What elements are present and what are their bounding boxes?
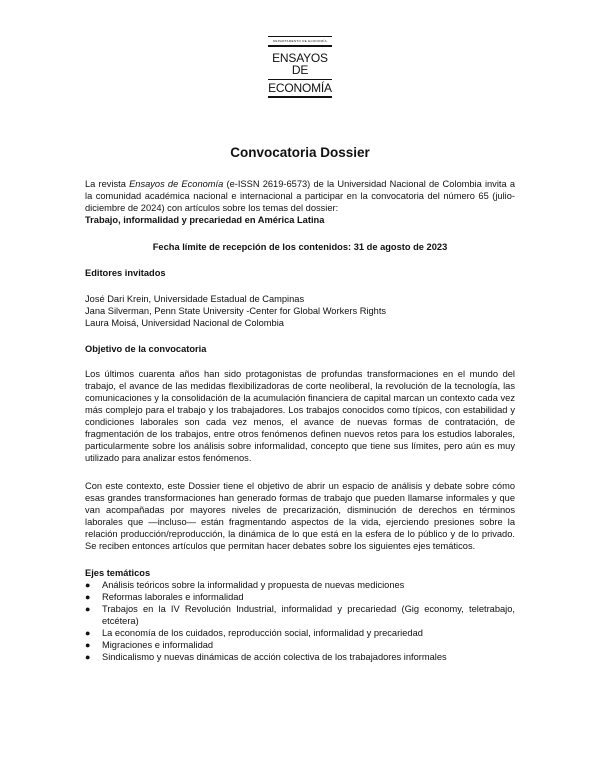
- ejes-heading: Ejes temáticos: [85, 568, 151, 578]
- deadline: Fecha límite de recepción de los contenidos: 31 de agosto de 2023: [152, 242, 448, 252]
- intro-prefix: La revista: [85, 179, 130, 189]
- bullet-icon: ●: [85, 592, 91, 602]
- logo-bar: [268, 45, 332, 47]
- editors-list: [85, 293, 515, 329]
- list-item-text: La economía de los cuidados, reproducción social, informalidad y precariedad: [102, 628, 423, 638]
- list-item: [85, 639, 515, 651]
- intro-paragraph: [85, 178, 515, 226]
- list-item-text: Sindicalismo y nuevas dinámicas de acción colectiva de los trabajadores informales: [102, 652, 447, 662]
- logo-department: DEPARTAMENTO DE ECONOMÍA: [273, 39, 327, 43]
- bullet-icon: ●: [85, 604, 91, 614]
- bullet-icon: ●: [85, 652, 91, 662]
- objective-paragraph-2: Con este contexto, este Dossier tiene el objetivo de abrir un espacio de análisis y debate sobre cómo esas grandes transformaciones han generado formas de trabajo que pueden llamarse informales y que van acompañadas por mayores niveles de precarización, disminución de derechos en términos laborales que —incluso— están fragmentando aspectos de la vida, ejerciendo presiones sobre la relación producción/reproducción, la dinámica de lo que está en la esfera de lo público y de lo privado. Se reciben entonces artículos que permitan hacer debates sobre los siguientes ejes temáticos.: [85, 481, 515, 551]
- dossier-theme: Trabajo, informalidad y precariedad en América Latina: [85, 215, 325, 225]
- list-item-text: Reformas laborales e informalidad: [102, 592, 244, 602]
- bullet-icon: ●: [85, 580, 91, 590]
- list-item-text: Análisis teóricos sobre la informalidad y propuesta de nuevas mediciones: [102, 580, 405, 590]
- intro-suffix: (e-ISSN 2619-6573) de la Universidad Nacional de Colombia invita a la comunidad académica nacional e internacional a participar en la convocatoria del número 65 (julio-diciembre de 2024) con artículos sobre los temas del dossier:: [85, 179, 515, 213]
- logo-rule: [268, 79, 332, 80]
- bullet-icon: ●: [85, 640, 91, 650]
- list-item: [85, 579, 515, 591]
- bullet-icon: ●: [85, 628, 91, 638]
- list-item: [85, 651, 515, 663]
- objective-heading: Objetivo de la convocatoria: [85, 344, 207, 354]
- editor-item: José Dari Krein, Universidade Estadual de Campinas: [85, 294, 305, 304]
- list-item: [85, 627, 515, 639]
- objective-paragraph-1: Los últimos cuarenta años han sido protagonistas de profundas transformaciones en el mundo del trabajo, el avance de las medidas flexibilizadoras de corte neoliberal, la revolución de la tecnología, las comunicaciones y la consolidación de la acumulación financiera de capital marcan un contexto cada vez más complejo para el trabajo y los trabajadores. Los trabajos conocidos como típicos, con estabilidad y condiciones laborales son cada vez menos, el avance de nuevas formas de contratación, de fragmentación de los trabajos, entre otros fenómenos definen nuevos retos para los estudios laborales, particularmente sobre los análisis sobre informalidad, concepto que tiene sus límites, pero aún es muy utilizado para analizar estos fenómenos.: [85, 369, 515, 463]
- page-title: Convocatoria Dossier: [230, 145, 370, 160]
- ejes-list: [85, 579, 515, 663]
- editor-item: Laura Moisá, Universidad Nacional de Colombia: [85, 318, 284, 328]
- journal-logo: [268, 36, 332, 98]
- logo-line-2: ECONOMÍA: [268, 81, 332, 95]
- editors-heading: Editores invitados: [85, 268, 166, 278]
- logo-line-1: ENSAYOS DE: [272, 51, 328, 77]
- list-item: [85, 591, 515, 603]
- list-item-text: Trabajos en la IV Revolución Industrial, informalidad y precariedad (Gig economy, teletrabajo, etcétera): [102, 604, 515, 626]
- editor-item: Jana Silverman, Penn State University -Center for Global Workers Rights: [85, 306, 387, 316]
- list-item-text: Migraciones e informalidad: [102, 640, 214, 650]
- logo-rule: [268, 96, 332, 98]
- logo-rule: [268, 36, 332, 37]
- journal-name: Ensayos de Economía: [129, 179, 224, 189]
- list-item: [85, 603, 515, 627]
